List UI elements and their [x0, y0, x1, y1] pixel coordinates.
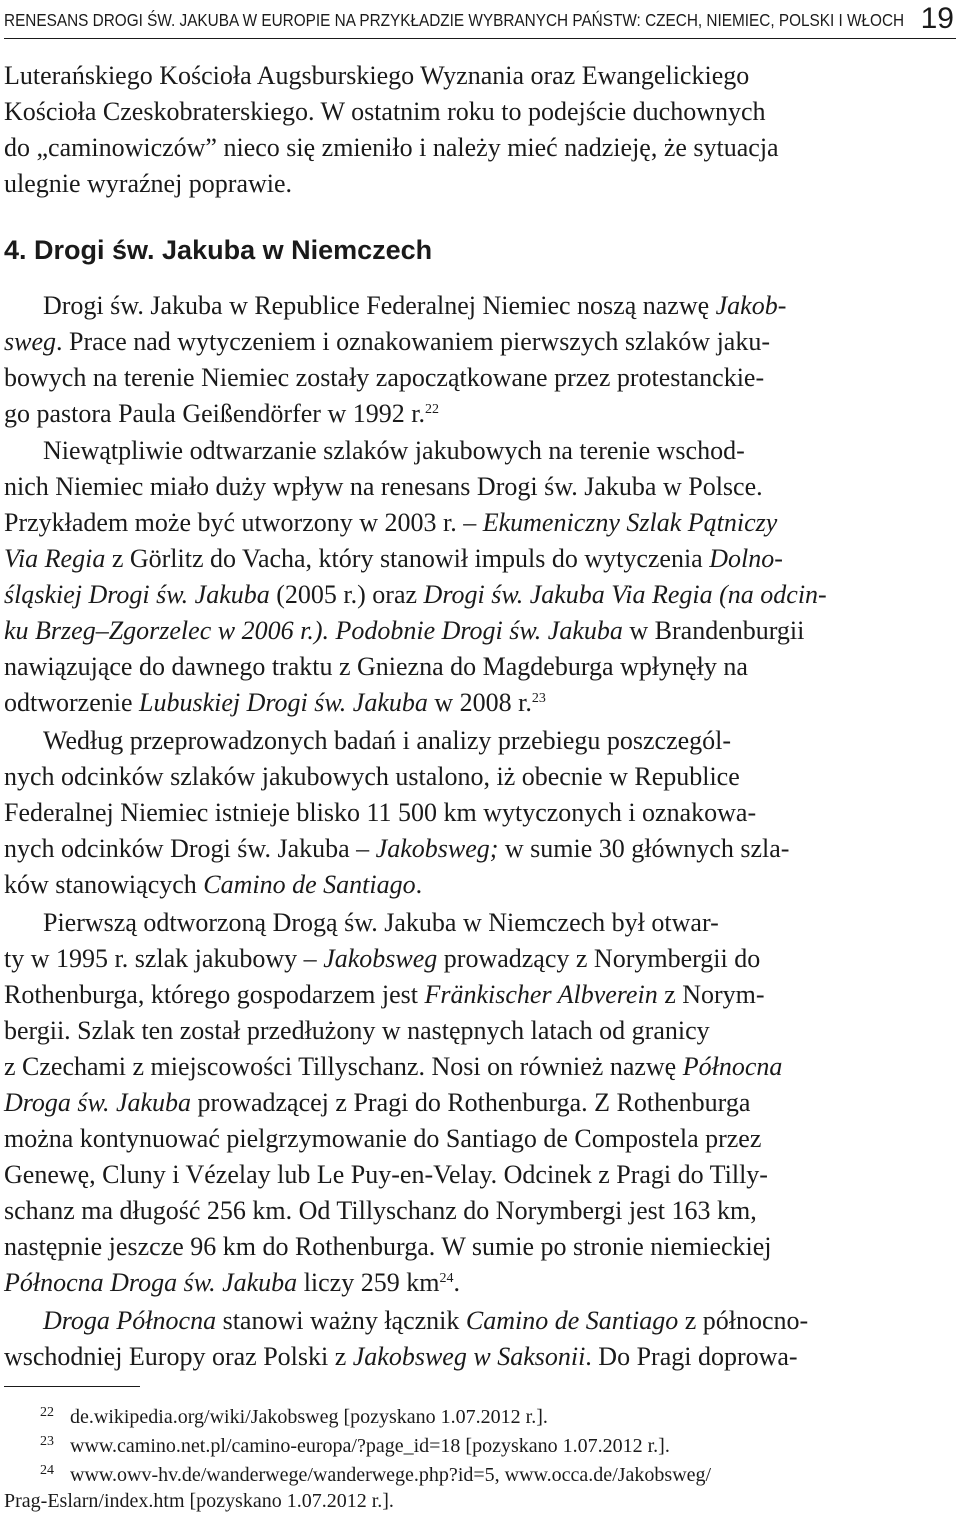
text-segment: Drogi św. Jakuba w Republice Federalnej Niemiec noszą nazwę	[4, 291, 716, 320]
text-line	[4, 941, 954, 977]
text-line	[4, 1121, 954, 1157]
text-line	[4, 1049, 954, 1085]
footnote-number: 23	[40, 1434, 54, 1449]
text-segment: z Görlitz do Vacha, który stanowił impuls do wytyczenia	[105, 544, 710, 573]
italic-text: ku Brzeg–Zgorzelec w 2006 r.). Podobnie Drogi św. Jakuba	[4, 616, 623, 645]
text-line	[4, 1085, 954, 1121]
italic-text: Ekumeniczny Szlak Pątniczy	[482, 508, 778, 537]
text-segment: Według przeprowadzonych badań i analizy przebiegu poszczegól-	[4, 726, 732, 755]
text-segment: 4. Drogi św. Jakuba w Niemczech	[4, 235, 433, 265]
text-segment: ulegnie wyraźnej poprawie.	[4, 169, 293, 198]
text-segment: w Brandenburgii	[622, 616, 805, 645]
text-segment: nich Niemiec miało duży wpływ na renesans Drogi św. Jakuba w Polsce.	[4, 472, 763, 501]
text-segment: Kościoła Czeskobraterskiego. W ostatnim roku to podejście duchownych	[4, 97, 766, 126]
text-segment: Luterańskiego Kościoła Augsburskiego Wyznania oraz Ewangelickiego	[4, 61, 750, 90]
text-line	[4, 360, 954, 396]
text-segment: z Norym-	[657, 980, 765, 1009]
italic-text: Camino de Santiago	[465, 1306, 679, 1335]
text-line	[4, 1157, 954, 1193]
text-segment: odtworzenie	[4, 688, 140, 717]
text-segment: Genewę, Cluny i Vézelay lub Le Puy-en-Velay. Odcinek z Pragi do Tilly-	[4, 1160, 768, 1189]
text-line	[4, 1303, 954, 1339]
text-line	[4, 1013, 954, 1049]
section-heading	[4, 232, 954, 268]
footnote-text: de.wikipedia.org/wiki/Jakobsweg [pozyskano 1.07.2012 r.].	[70, 1406, 548, 1428]
text-line	[4, 905, 954, 941]
italic-text: Via Regia	[4, 544, 106, 573]
running-header-title: RENESANS DROGI ŚW. JAKUBA W EUROPIE NA PRZYKŁADZIE WYBRANYCH PAŃSTW: CZECH, NIEMIEC, POLSKI I WŁOCH	[4, 10, 905, 30]
text-line	[4, 1265, 954, 1301]
italic-text: Północna	[682, 1052, 783, 1081]
text-segment: .	[415, 870, 423, 899]
text-line	[4, 469, 954, 505]
page-number: 19	[920, 2, 954, 35]
text-line	[4, 58, 954, 94]
italic-text: Fränkischer Albverein	[424, 980, 658, 1009]
text-line	[4, 130, 954, 166]
text-segment: do „caminowiczów” nieco się zmieniło i należy mieć nadzieję, że sytuacja	[4, 133, 779, 162]
text-line	[4, 94, 954, 130]
text-line	[4, 1193, 954, 1229]
footnote-number: 24	[40, 1463, 54, 1478]
italic-text: Jakobsweg;	[375, 834, 499, 863]
text-segment: Przykładem może być utworzony w 2003 r. –	[4, 508, 483, 537]
text-segment: Pierwszą odtworzoną Drogą św. Jakuba w Niemczech był otwar-	[4, 908, 719, 937]
text-line	[4, 977, 954, 1013]
footnote-ref: 24	[439, 1271, 454, 1286]
text-segment: (2005 r.) oraz	[269, 580, 424, 609]
italic-text: Droga św. Jakuba	[4, 1088, 192, 1117]
text-line	[4, 577, 954, 613]
text-line	[4, 396, 954, 432]
text-segment: . Do Pragi doprowa-	[585, 1342, 798, 1371]
text-segment: Niewątpliwie odtwarzanie szlaków jakubowych na terenie wschod-	[4, 436, 745, 465]
text-segment: w sumie 30 głównych szla-	[498, 834, 790, 863]
text-segment: .	[453, 1268, 460, 1297]
italic-text: Lubuskiej Drogi św. Jakuba	[139, 688, 428, 717]
text-line	[4, 433, 954, 469]
text-segment: wschodniej Europy oraz Polski z	[4, 1342, 353, 1371]
text-line	[4, 1339, 954, 1375]
text-line	[4, 166, 954, 202]
text-segment: z Czechami z miejscowości Tillyschanz. Nosi on również nazwę	[4, 1052, 683, 1081]
text-segment: prowadzący z Norymbergii do	[437, 944, 761, 973]
italic-text: Dolno-	[709, 544, 783, 573]
footnote-text: www.camino.net.pl/camino-europa/?page_id=18 [pozyskano 1.07.2012 r.].	[70, 1435, 670, 1457]
text-segment: ków stanowiących	[4, 870, 204, 899]
text-segment: ty w 1995 r. szlak jakubowy –	[4, 944, 324, 973]
header-rule	[4, 38, 956, 39]
italic-text: Północna Droga św. Jakuba	[4, 1268, 298, 1297]
text-segment: bergii. Szlak ten został przedłużony w następnych latach od granicy	[4, 1016, 710, 1045]
italic-text: Jakobsweg	[323, 944, 438, 973]
text-line	[4, 288, 954, 324]
text-segment: prowadzącej z Pragi do Rothenburga. Z Rothenburga	[191, 1088, 751, 1117]
footnote-continuation: Prag-Eslarn/index.htm [pozyskano 1.07.2012 r.].	[4, 1490, 394, 1512]
text-segment: schanz ma długość 256 km. Od Tillyschanz do Norymbergi jest 163 km,	[4, 1196, 757, 1225]
footnote-text: www.owv-hv.de/wanderwege/wanderwege.php?id=5, www.occa.de/Jakobsweg/	[70, 1464, 712, 1486]
text-segment: liczy 259 km	[297, 1268, 440, 1297]
text-segment: . Prace nad wytyczeniem i oznakowaniem pierwszych szlaków jaku-	[56, 327, 771, 356]
text-segment	[4, 1306, 43, 1335]
text-line	[4, 831, 954, 867]
text-line	[4, 649, 954, 685]
text-segment: Federalnej Niemiec istnieje blisko 11 500 km wytyczonych i oznakowa-	[4, 798, 757, 827]
italic-text: Droga Północna	[43, 1306, 217, 1335]
italic-text: Drogi św. Jakuba Via Regia (na odcin-	[423, 580, 827, 609]
text-segment: bowych na terenie Niemiec zostały zapoczątkowane przez protestanckie-	[4, 363, 765, 392]
text-segment: następnie jeszcze 96 km do Rothenburga. W sumie po stronie niemieckiej	[4, 1232, 772, 1261]
text-line	[4, 685, 954, 721]
text-segment: stanowi ważny łącznik	[216, 1306, 466, 1335]
footnote-ref: 22	[424, 402, 439, 417]
italic-text: Camino de Santiago	[203, 870, 416, 899]
text-segment: nawiązujące do dawnego traktu z Gniezna do Magdeburga wpłynęły na	[4, 652, 748, 681]
running-header	[4, 4, 954, 36]
text-line	[4, 505, 954, 541]
text-segment: można kontynuować pielgrzymowanie do Santiago de Compostela przez	[4, 1124, 762, 1153]
text-segment: nych odcinków Drogi św. Jakuba –	[4, 834, 376, 863]
text-segment: z północno-	[678, 1306, 809, 1335]
text-line	[4, 867, 954, 903]
text-segment: nych odcinków szlaków jakubowych ustalono, iż obecnie w Republice	[4, 762, 740, 791]
italic-text: Jakob-	[715, 291, 787, 320]
text-line	[4, 324, 954, 360]
text-line	[4, 759, 954, 795]
text-segment: go pastora Paula Geißendörfer w 1992 r.	[4, 399, 425, 428]
text-segment: w 2008 r.	[427, 688, 532, 717]
italic-text: sweg	[4, 327, 56, 356]
text-line	[4, 723, 954, 759]
italic-text: śląskiej Drogi św. Jakuba	[4, 580, 270, 609]
footnote-ref: 23	[531, 691, 546, 706]
footnote-number: 22	[40, 1405, 54, 1420]
text-line	[4, 1229, 954, 1265]
footnote-rule	[4, 1386, 140, 1387]
text-line	[4, 541, 954, 577]
text-segment: Rothenburga, którego gospodarzem jest	[4, 980, 425, 1009]
text-line	[4, 795, 954, 831]
text-line	[4, 613, 954, 649]
italic-text: Jakobsweg w Saksonii	[352, 1342, 586, 1371]
